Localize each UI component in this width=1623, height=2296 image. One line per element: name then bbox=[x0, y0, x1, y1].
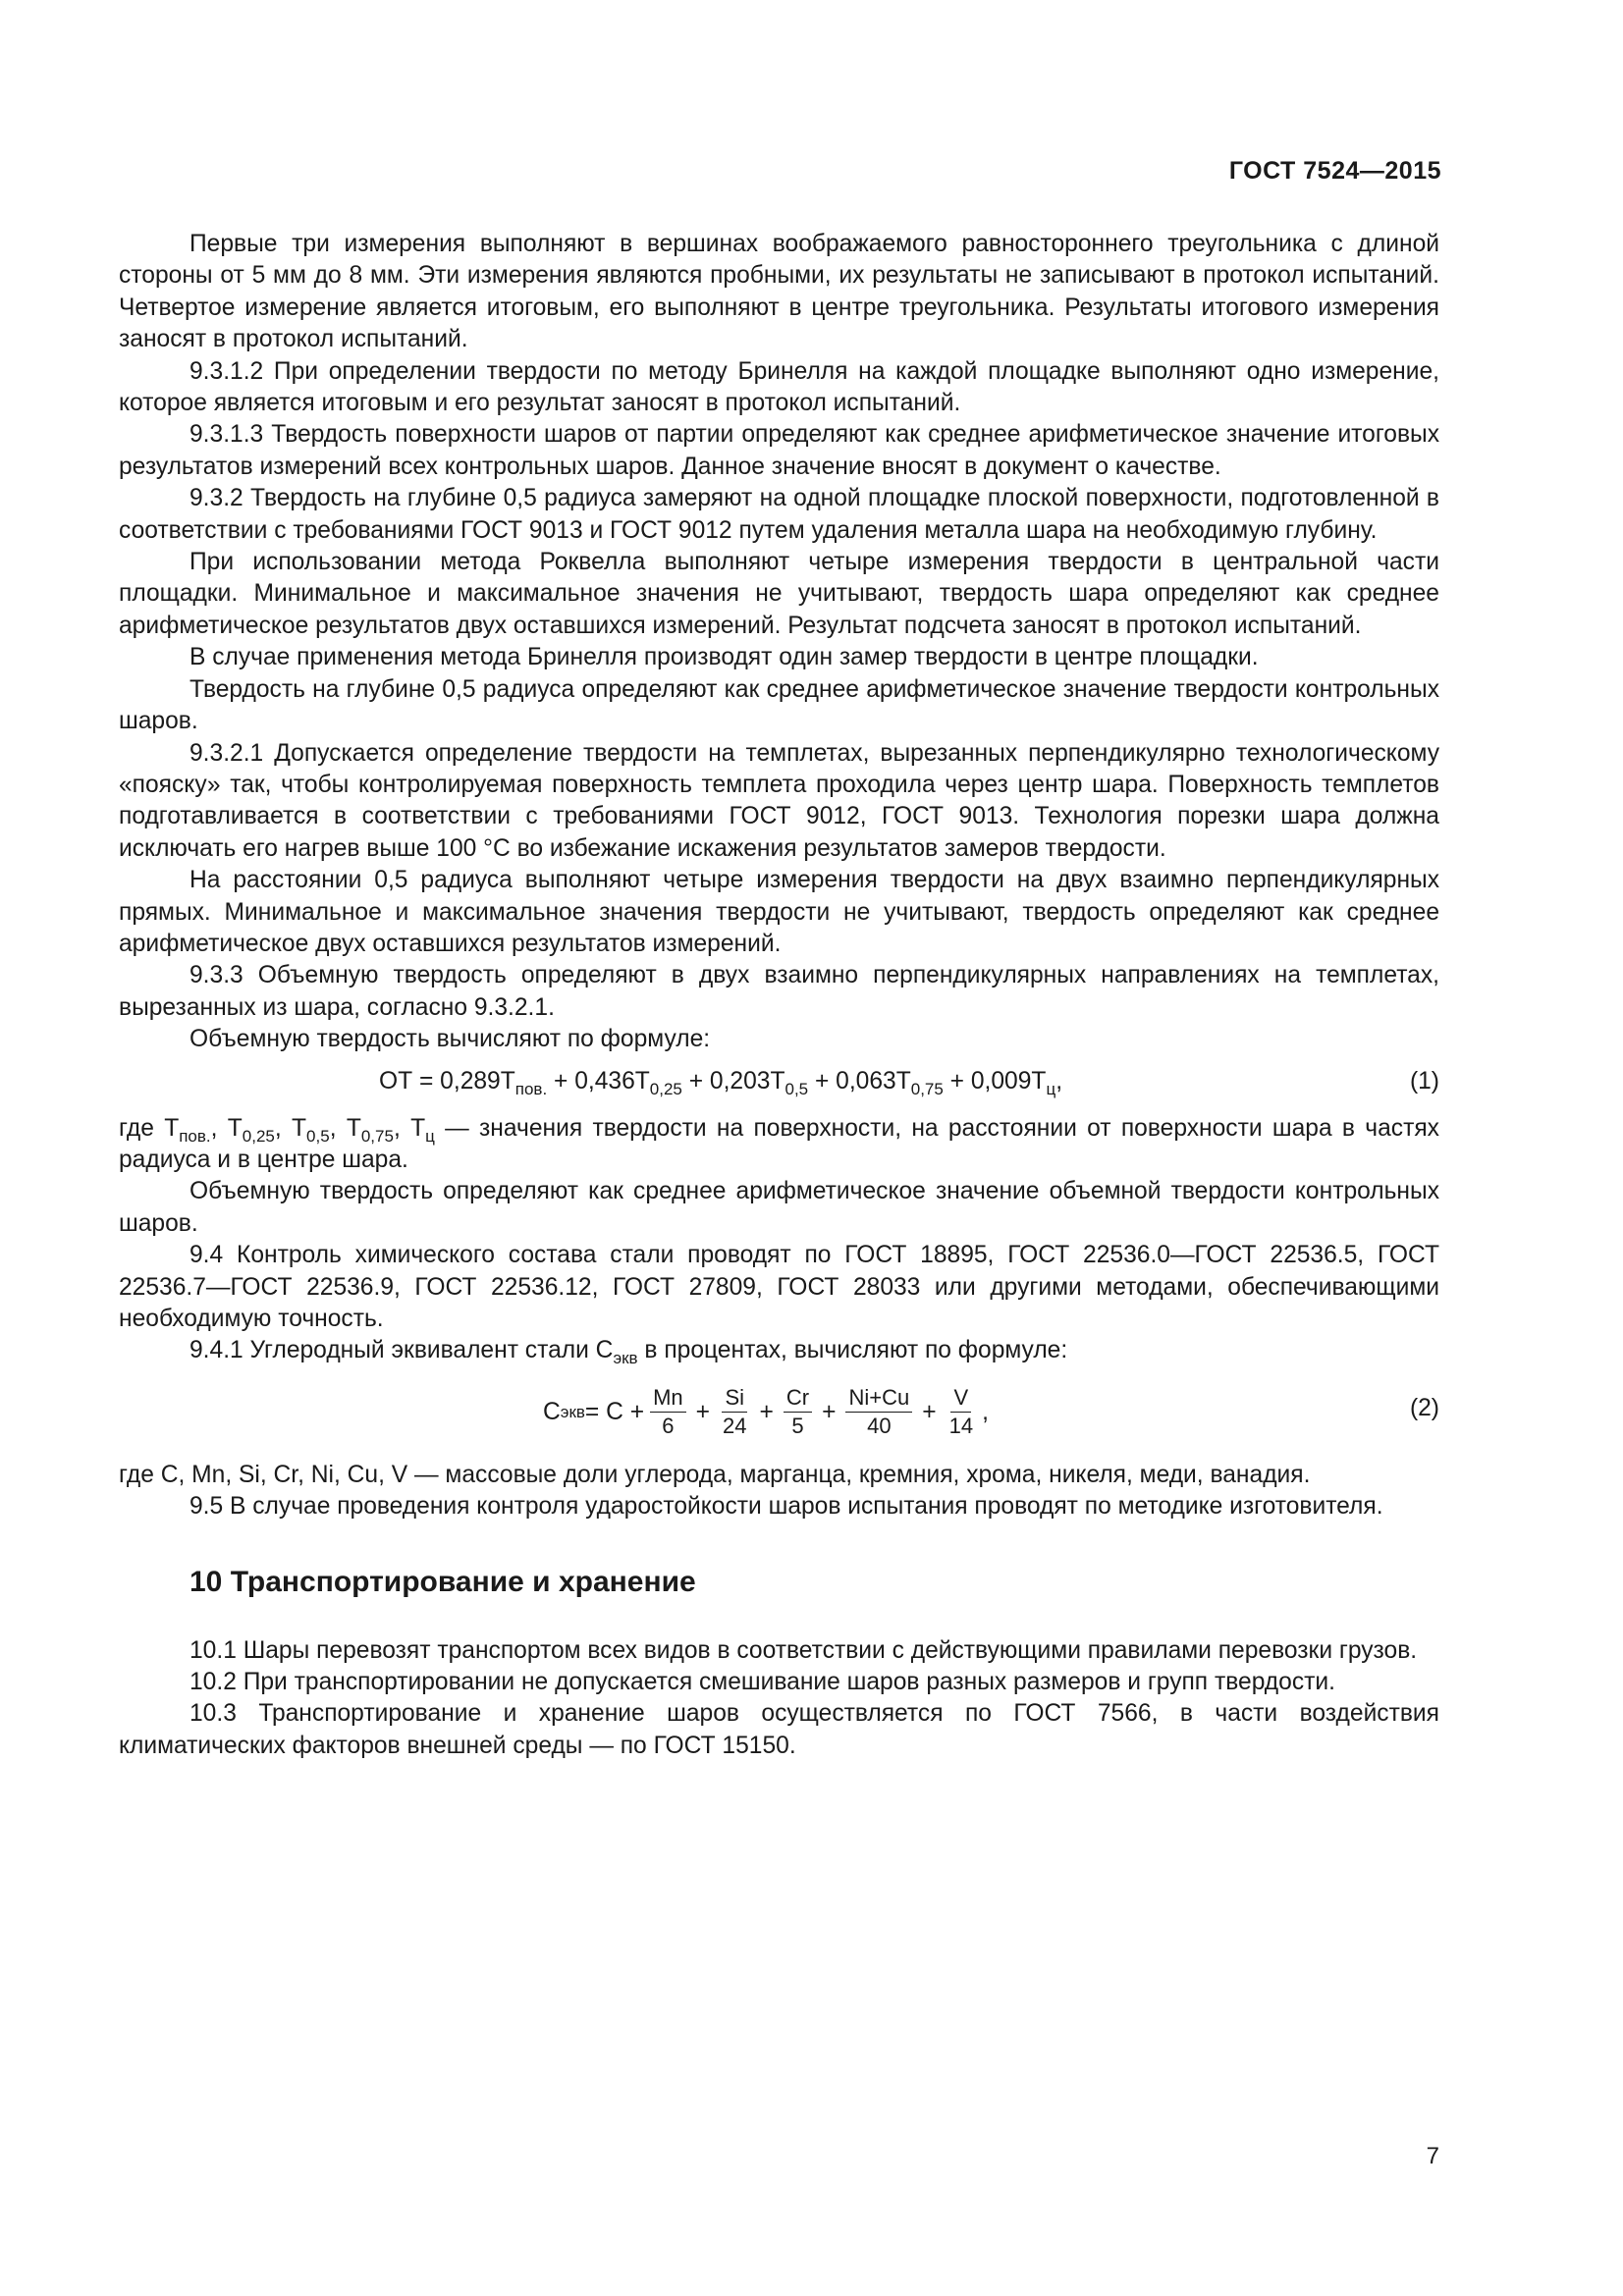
formula-2-legend: где C, Mn, Si, Cr, Ni, Cu, V — массовые доли углерода, марганца, кремния, хрома, никеля, меди, ванадия. bbox=[119, 1461, 1311, 1488]
paragraph-rockwell: При использовании метода Роквелла выполняют четыре измерения твердости в центральной части площадки. Минимальное и максимальное значения не учитывают, твердость шара определяют как среднее арифметическое результатов двух оставшихся измерений. Результат подсчета заносят в протокол испытаний. bbox=[119, 549, 1439, 639]
paragraph-brinell: В случае применения метода Бринелля производят один замер твердости в центре площадки. bbox=[189, 644, 1259, 671]
section-10-title: 10 Транспортирование и хранение bbox=[189, 1565, 696, 1598]
paragraph: Первые три измерения выполняют в вершинах воображаемого равностороннего треугольника с длиной стороны от 5 мм до 8 мм. Эти измерения являются пробными, их результаты не записывают в протокол испытаний. Четвертое измерение является итоговым, его выполняют в центре треугольника. Результаты итогового измерения заносят в протокол испытаний. bbox=[119, 231, 1439, 353]
paragraph-formula-intro: Объемную твердость вычисляют по формуле: bbox=[189, 1026, 711, 1053]
paragraph-9-3-3: 9.3.3 Объемную твердость определяют в двух взаимно перпендикулярных направлениях на темплетах, вырезанных из шара, согласно 9.3.2.1. bbox=[119, 962, 1439, 1021]
paragraph-9-3-2-1: 9.3.2.1 Допускается определение твердости на темплетах, вырезанных перпендикулярно технологическому «пояску» так, чтобы контролируемая поверхность темплета проходила через центр шара. Поверхность темплетов подготавливается в соответствии с требованиями ГОСТ 9012, ГОСТ 9013. Технология порезки шара должна исключать его нагрев выше 100 °С во избежание искажения результатов замеров твердости. bbox=[119, 739, 1439, 862]
fraction-cr: $\frac{Cr}{5}$ bbox=[784, 1384, 812, 1440]
document-header: ГОСТ 7524—2015 bbox=[1228, 157, 1441, 185]
fraction-ni-cu: $\frac{Ni+Cu}{40}$ bbox=[845, 1384, 912, 1440]
fraction-v: $\frac{V}{14}$ bbox=[948, 1385, 974, 1439]
document-body bbox=[119, 229, 1439, 1762]
paragraph-volume-hardness: Объемную твердость определяют как среднее арифметическое значение объемной твердости контрольных шаров. bbox=[119, 1178, 1439, 1237]
formula-1-number: (1) bbox=[1409, 1067, 1439, 1095]
paragraph-9-4-1: 9.4.1 Углеродный эквивалент стали $С_{экв}$ в процентах, вычисляют по формуле: bbox=[189, 1337, 1068, 1368]
fraction-si: $\frac{Si}{24}$ bbox=[723, 1385, 747, 1439]
formula-1 bbox=[119, 1062, 1439, 1111]
formula-2-expression: С экв = С + $\frac{Mn}{6}$ + $\frac{Si}{24}$ + $\frac{Cr}{5}$ + $\frac{Ni+Cu}{40}$ + $\frac{V}{14}$ , bbox=[543, 1385, 989, 1439]
paragraph-10-2: 10.2 При транспортировании не допускается смешивание шаров разных размеров и групп твердости. bbox=[189, 1669, 1335, 1696]
paragraph-depth-hardness: Твердость на глубине 0,5 радиуса определяют как среднее арифметическое значение твердости контрольных шаров. bbox=[119, 675, 1439, 735]
formula-2-number: (2) bbox=[1409, 1394, 1439, 1421]
paragraph-9-3-1-3: 9.3.1.3 Твердость поверхности шаров от партии определяют как среднее арифметическое значение итоговых результатов измерений всех контрольных шаров. Данное значение вносят в документ о качестве. bbox=[119, 421, 1439, 480]
formula-1-expression: ОТ = $0,289Т_{пов.} + 0,436Т_{0,25} + 0,203Т_{0,5} + 0,063Т_{0,75} + 0,009Т_ц$, bbox=[379, 1067, 1063, 1098]
formula-2 bbox=[119, 1371, 1439, 1454]
paragraph-10-3: 10.3 Транспортирование и хранение шаров осуществляется по ГОСТ 7566, в части воздействия климатических факторов внешней среды — по ГОСТ 15150. bbox=[119, 1700, 1439, 1759]
formula-1-legend: где $Т_{пов.}$, $Т_{0,25}$, $Т_{0,5}$, $Т_{0,75}$, $Т_ц$ — значения твердости на поверхности, на расстоянии от поверхности шара в частях радиуса и в центре шара. bbox=[119, 1114, 1439, 1173]
paragraph-9-3-1-2: 9.3.1.2 При определении твердости по методу Бринелля на каждой площадке выполняют одно измерение, которое является итоговым и его результат заносят в протокол испытаний. bbox=[119, 357, 1439, 417]
fraction-mn: $\frac{Mn}{6}$ bbox=[650, 1384, 686, 1440]
paragraph-9-3-2: 9.3.2 Твердость на глубине 0,5 радиуса замеряют на одной площадке плоской поверхности, подготовленной в соответствии с требованиями ГОСТ 9013 и ГОСТ 9012 путем удаления металла шара на необходимую глубину. bbox=[119, 485, 1439, 544]
paragraph-half-radius: На расстоянии 0,5 радиуса выполняют четыре измерения твердости на двух взаимно перпендикулярных прямых. Минимальное и максимальное значения твердости не учитывают, твердость определяют как среднее арифметическое двух оставшихся результатов измерений. bbox=[119, 867, 1439, 957]
paragraph-9-5: 9.5 В случае проведения контроля ударостойкости шаров испытания проводят по методике изготовителя. bbox=[189, 1493, 1383, 1521]
paragraph-9-4: 9.4 Контроль химического состава стали проводят по ГОСТ 18895, ГОСТ 22536.0—ГОСТ 22536.5, ГОСТ 22536.7—ГОСТ 22536.9, ГОСТ 22536.12, ГОСТ 27809, ГОСТ 28033 или другими методами, обеспечивающими необходимую точность. bbox=[119, 1242, 1439, 1332]
page-number: 7 bbox=[1426, 2143, 1439, 2169]
paragraph-10-1: 10.1 Шары перевозят транспортом всех видов в соответствии с действующими правилами перевозки грузов. bbox=[189, 1636, 1418, 1664]
